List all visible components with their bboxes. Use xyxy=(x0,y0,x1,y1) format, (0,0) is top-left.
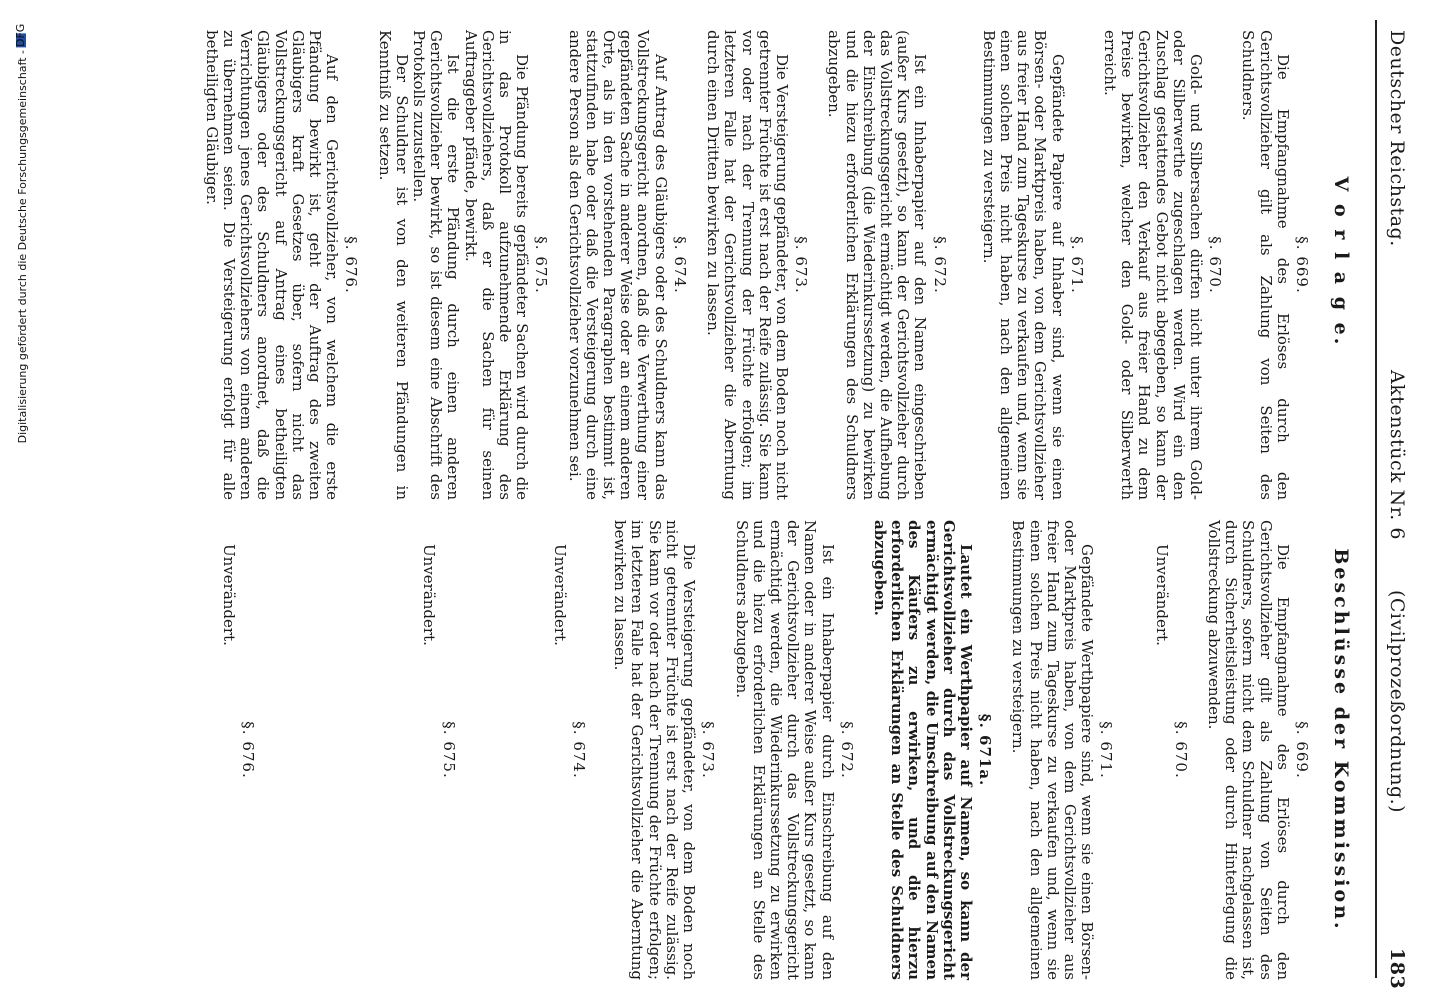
paragraph: Die Pfändung bereits gepfändeter Sachen wird durch die in das Protokoll aufzunehmende Erklärung des Gerichtsvollziehers, daß er die Sachen für seinen Auftraggeber pfände, bewirkt. xyxy=(461,30,532,500)
header-rule xyxy=(1375,20,1377,978)
right-column-title: Beschlüsse der Kommission. xyxy=(1330,548,1352,932)
section-number: §. 671a. xyxy=(976,713,995,787)
section-number: §. 673. xyxy=(699,721,718,779)
paragraph: Auf den Gerichtsvollzieher, von welchem die erste Pfändung bewirkt ist, geht der Auftrag des zweiten Gläubigers kraft Gesetzes über, sofern nicht das Vollstreckungsgericht auf Antrag eines betheiligten Gläubigers oder des Schuldners anordnet, daß die Verrichtungen jenes Gerichtsvollziehers von einem anderen zu übernehmen seien. Die Versteigerung erfolgt für alle betheiligten Gläubiger. xyxy=(202,30,342,500)
unchanged-note: Unverändert. xyxy=(220,544,239,646)
section-number: §. 672. xyxy=(837,721,856,779)
left-column xyxy=(203,30,1314,500)
section-number: §. 669. xyxy=(1293,236,1311,294)
paragraph: Die Versteigerung gepfändeter, von dem Boden noch nicht getrennter Früchte ist erst nach der Reife zulässig. Sie kann vor oder nach der Trennung der Früchte erfolgen; im letzteren Falle hat der Gerichtsvollzieher die Aberntung bewirken zu lassen. xyxy=(611,520,699,980)
left-column-title: V o r l a g e. xyxy=(1330,176,1352,348)
section-number: §. 670. xyxy=(1171,721,1190,779)
unchanged-note: Unverändert. xyxy=(420,544,439,646)
section-number: §. 671. xyxy=(1097,721,1116,779)
right-column xyxy=(220,520,1314,980)
unchanged-note: Unverändert. xyxy=(550,544,569,646)
header-right: (Civilprozeßordnung.) xyxy=(1386,590,1408,814)
header-left: Deutscher Reichstag. xyxy=(1386,30,1408,247)
paragraph: Gepfändete Papiere auf Inhaber sind, wenn sie einen Börsen- oder Marktpreis haben, von dem Gerichtsvollzieher aus freier Hand zum Tageskurse zu verkaufen und, wenn sie einen solchen Preis nicht haben, nach den allgemeinen Bestimmungen zu versteigern. xyxy=(979,30,1067,500)
dfg-logo: DFG xyxy=(14,23,27,47)
page-header xyxy=(1380,0,1414,1000)
digitization-credit xyxy=(7,23,37,950)
credit-label: Digitalisierung gefördert durch die Deutsche Forschungsgemeinschaft - xyxy=(16,50,29,444)
paragraph: Auf Antrag des Gläubigers oder des Schuldners kann das Vollstreckungsgericht anordnen, daß die Verwerthung einer gepfändeten Sache in anderer Weise oder an einem anderen Orte, als in den vorstehenden Paragraphen bestimmt ist, stattzufinden habe oder daß die Versteigerung durch eine andere Person als den Gerichtsvollzieher vorzunehmen sei. xyxy=(565,30,670,500)
paragraph: Die Empfangnahme des Erlöses durch den Gerichtsvollzieher gilt als Zahlung von Seiten des Schuldners. xyxy=(1239,30,1292,500)
paragraph: Ist ein Inhaberpapier auf den Namen eingeschrieben (außer Kurs gesetzt), so kann der Gerichtsvollzieher durch das Vollstreckungsgericht ermächtigt werden, die Aufhebung der Einschreibung (die Wiederinkurssetzung) zu bewirken und die hiezu erforderlichen Erklärungen des Schuldners abzugeben. xyxy=(825,30,930,500)
section-number: §. 673. xyxy=(792,236,811,294)
section-number: §. 669. xyxy=(1293,721,1311,779)
page-number: 183 xyxy=(1386,948,1408,990)
section-number: §. 675. xyxy=(532,236,551,294)
section-number: §. 674. xyxy=(670,236,689,294)
header-center: Aktenstück Nr. 6 xyxy=(1386,370,1408,540)
paragraph: Gold- und Silbersachen dürfen nicht unter ihrem Gold- oder Silberwerthe zugeschlagen werden. Wird ein den Zuschlag gestattendes Gebot nicht abgegeben, so kann der Gerichtsvollzieher den Verkauf aus freier Hand zu dem Preise bewirken, welcher den Gold- oder Silberwerth erreicht. xyxy=(1100,30,1205,500)
paragraph: Lautet ein Werthpapier auf Namen, so kann der Gerichtsvollzieher durch das Vollstreckungsgericht ermächtigt werden, die Umschreibung auf den Namen des Käufers zu erwirken, und die hierzu erforderlichen Erklärungen an Stelle des Schuldners abzugeben. xyxy=(870,520,975,980)
section-number: §. 675. xyxy=(439,721,458,779)
section-number: §. 672. xyxy=(930,236,949,294)
section-number: §. 674. xyxy=(570,721,589,779)
unchanged-note: Unverändert. xyxy=(1152,544,1171,646)
paragraph: Ist ein Inhaberpapier durch Einschreibung auf den Namen oder in anderer Weise außer Kurs gesetzt, so kann der Gerichtsvollzieher durch das Vollstreckungsgericht ermächtigt werden, die Wiederinkurssetzung zu erwirken und die hiezu erforderlichen Erklärungen an Stelle des Schuldners abzugeben. xyxy=(732,520,837,980)
section-number: §. 676. xyxy=(239,721,258,779)
credit-text xyxy=(14,23,29,444)
section-number: §. 676. xyxy=(342,236,361,294)
paragraph: Ist die erste Pfändung durch einen anderen Gerichtsvollzieher bewirkt, so ist diesem eine Abschrift des Protokolls zuzustellen. xyxy=(410,30,463,500)
paragraph: Der Schuldner ist von den weiteren Pfändungen in Kenntniß zu setzen. xyxy=(375,30,411,500)
paragraph: Gepfändete Werthpapiere sind, wenn sie einen Börsen- oder Marktpreis haben, von dem Gerichtsvollzieher aus freier Hand zum Tageskurse zu verkaufen und, wenn sie einen solchen Preis nicht haben, nach den allgemeinen Bestimmungen zu versteigern. xyxy=(1009,520,1097,980)
paragraph: Die Versteigerung gepfändeter, von dem Boden noch nicht getrennter Früchte ist erst nach der Reife zulässig. Sie kann vor oder nach der Trennung der Früchte erfolgen; im letzteren Falle hat der Gerichtsvollzieher die Aberntung durch einen Dritten bewirken zu lassen. xyxy=(704,30,791,500)
paragraph: Die Empfangnahme des Erlöses durch den Gerichtsvollzieher gilt als Zahlung von Seiten des Schuldners, sofern nicht dem Schuldner nachgelassen ist, durch Sicherheitsleistung oder durch Hinterlegung die Vollstreckung abzuwenden. xyxy=(1204,520,1292,980)
section-number: §. 671. xyxy=(1067,236,1086,294)
section-number: §. 670. xyxy=(1206,236,1225,294)
